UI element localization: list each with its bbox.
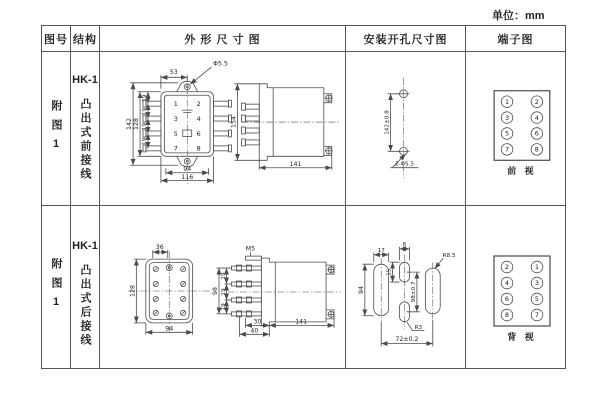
dim-slot-spacing: 72±0.2 [395, 336, 419, 344]
terminal-number: 8 [196, 144, 201, 153]
row2-terminal-cell [466, 206, 565, 368]
dim-width: 94 [165, 325, 174, 333]
row1-terminal-cell [466, 52, 565, 206]
dim-hole-count: 2-Φ5.5 [394, 161, 415, 168]
dim-mid-width: 6 [402, 241, 407, 248]
terminal-number: 8 [504, 311, 510, 320]
dim-hole-dia: Φ5.5 [213, 60, 228, 68]
dim-side-height: 154 [230, 116, 238, 129]
row2-structure-desc: 凸出式后接线 [79, 264, 91, 348]
row1-outline-cell [100, 52, 346, 206]
dim-pitch: 19 [220, 303, 227, 311]
install-holes-rear-wiring [374, 254, 440, 332]
dimension-table [41, 25, 566, 369]
view-label: 前 视 [507, 166, 537, 177]
outline-drawing-rear-wiring [100, 206, 345, 368]
header-fig-no: 图号 [42, 26, 71, 52]
install-rear-dimensions [358, 242, 456, 347]
dim-top: 36 [155, 244, 164, 252]
row2-structure-cell [71, 206, 100, 368]
dim-radius-small: R3 [414, 325, 423, 332]
terminal-diagram-front-view [494, 91, 550, 176]
row2-install-cell [346, 206, 466, 368]
row1-fig-no: 附图1 [50, 99, 62, 158]
dim-height-inner: 128 [133, 118, 141, 130]
dim-screw-thread: M5 [245, 245, 256, 253]
dim-pitch: 19 [142, 122, 148, 131]
terminal-number: 1 [534, 263, 540, 272]
terminal-number: 1 [505, 97, 510, 106]
outline-drawing-front-wiring [100, 52, 345, 205]
header-outline: 外 形 尺 寸 图 [100, 26, 346, 52]
dim-mid-spacing: 98±0.7 [410, 281, 417, 303]
row1-structure-desc: 凸出式前接线 [79, 98, 91, 182]
relay-side-view-rear [227, 256, 341, 326]
dim-pitch: 19 [220, 272, 227, 280]
dim-slot-width: 17 [377, 247, 385, 254]
terminal-number: 7 [534, 311, 540, 320]
dim-depth-b: 40 [250, 327, 259, 335]
header-structure: 结构 [71, 26, 100, 52]
dim-height: 128 [129, 284, 137, 297]
dim-top-width: 53 [169, 68, 178, 76]
row1-fig-no-cell [42, 52, 71, 206]
dim-pitch: 19 [142, 108, 148, 116]
install-drawing-front-wiring [346, 52, 465, 205]
terminal-number: 4 [196, 114, 201, 123]
dim-slot-height: 94 [357, 286, 365, 294]
terminal-diagram-rear-view [494, 256, 550, 342]
relay-side-view [241, 84, 338, 161]
header-install: 安装开孔尺寸图 [346, 26, 466, 52]
dim-depth-a: 30 [253, 318, 262, 326]
dim-pitch: 19 [142, 137, 148, 146]
dim-bottom-inner: 94 [183, 166, 192, 174]
terminal-number: 7 [505, 145, 510, 154]
row1-install-cell [346, 52, 466, 206]
install-drawing-rear-wiring [346, 206, 465, 368]
terminal-number: 5 [534, 295, 540, 304]
terminal-diagram-front [466, 52, 565, 205]
terminal-number: 6 [534, 129, 539, 138]
dim-radius-big: R8.5 [442, 252, 456, 259]
terminal-number: 4 [504, 279, 510, 288]
terminal-number: 3 [505, 113, 510, 122]
terminal-number: 3 [534, 279, 540, 288]
row2-outline-cell [100, 206, 346, 368]
terminal-number: 5 [505, 129, 510, 138]
row2-fig-no: 附图1 [50, 258, 62, 316]
terminal-number: 7 [173, 144, 178, 153]
header-terminal: 端子图 [466, 26, 565, 52]
relay-front-view-rear [128, 251, 212, 332]
front-view-rear-dimensions [129, 244, 192, 335]
row2-model: HK-1 [72, 240, 98, 252]
view-label: 背 视 [507, 332, 537, 342]
terminal-number: 2 [534, 97, 539, 106]
unit-label: 单位：mm [492, 10, 545, 22]
terminal-number: 2 [196, 99, 201, 108]
dim-stud-span: 98 [212, 286, 220, 295]
terminal-number: 6 [196, 129, 201, 138]
terminal-number: 4 [534, 113, 539, 122]
dim-hole-spacing: 142±0.8 [384, 110, 391, 135]
terminal-number: 2 [504, 263, 510, 272]
terminal-number: 5 [173, 129, 178, 138]
dim-side-depth: 141 [295, 318, 308, 326]
install-holes-front-wiring [385, 78, 419, 178]
terminal-number: 8 [534, 145, 539, 154]
terminal-number: 3 [173, 114, 178, 123]
dim-height-outer: 142 [126, 118, 134, 130]
terminal-number: 6 [504, 295, 510, 304]
dim-pitch: 19 [220, 288, 227, 296]
terminal-diagram-rear [466, 206, 565, 368]
row2-fig-no-cell [42, 206, 71, 368]
dim-side-depth: 141 [289, 160, 302, 168]
row1-structure-cell [71, 52, 100, 206]
row1-model: HK-1 [72, 74, 98, 86]
terminal-number: 1 [173, 99, 178, 108]
dim-pitch: 19 [142, 94, 148, 102]
dim-bottom-outer: 116 [181, 173, 194, 181]
dim-mid-height: 15 [386, 268, 393, 276]
side-view-rear-dimensions [212, 246, 334, 337]
